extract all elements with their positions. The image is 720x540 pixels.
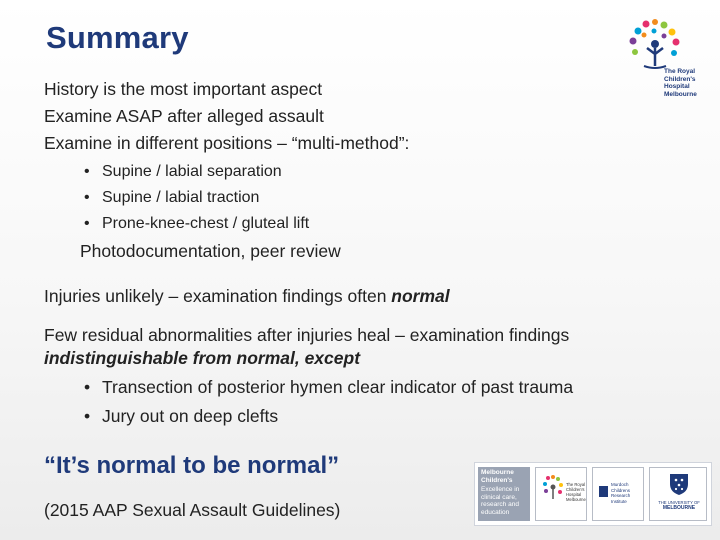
campus-logo: Melbourne Children's Excellence in clinical care, research and education <box>478 467 530 521</box>
residual-line: Few residual abnormalities after injuries heal – examination findings <box>44 325 570 345</box>
text-line: Examine ASAP after alleged assault <box>44 106 324 126</box>
emphasis: normal <box>391 286 450 306</box>
quote: “It’s normal to be normal” <box>44 452 340 479</box>
bullet: • <box>84 215 90 232</box>
bullet: • <box>84 377 91 397</box>
residual-emphasis: indistinguishable from normal, except <box>44 348 361 368</box>
rch-logo-text: The Royal Children's Hospital Melbourne <box>664 68 697 98</box>
university-logo: THE UNIVERSITY OF MELBOURNE <box>649 467 707 521</box>
photodoc-line: Photodocumentation, peer review <box>80 241 341 261</box>
citation: (2015 AAP Sexual Assault Guidelines) <box>44 500 341 520</box>
injuries-line: Injuries unlikely – examination findings often normal <box>44 286 450 306</box>
mcri-mark-icon <box>599 486 608 497</box>
mcri-logo: Murdoch Childrens Research Institute <box>592 467 644 521</box>
slide-title: Summary <box>46 20 189 55</box>
text-line: Examine in different positions – “multi-method”: <box>44 133 410 153</box>
rch-partner-logo: The Royal Children's Hospital Melbourne <box>535 467 587 521</box>
crest-icon <box>668 472 690 496</box>
bullet: • <box>84 163 90 180</box>
bullet: • <box>84 406 91 426</box>
tree-icon <box>540 474 566 502</box>
partner-logos <box>474 462 712 526</box>
text-line: History is the most important aspect <box>44 79 323 99</box>
tree-icon <box>630 19 680 68</box>
bullet: • <box>84 189 90 206</box>
